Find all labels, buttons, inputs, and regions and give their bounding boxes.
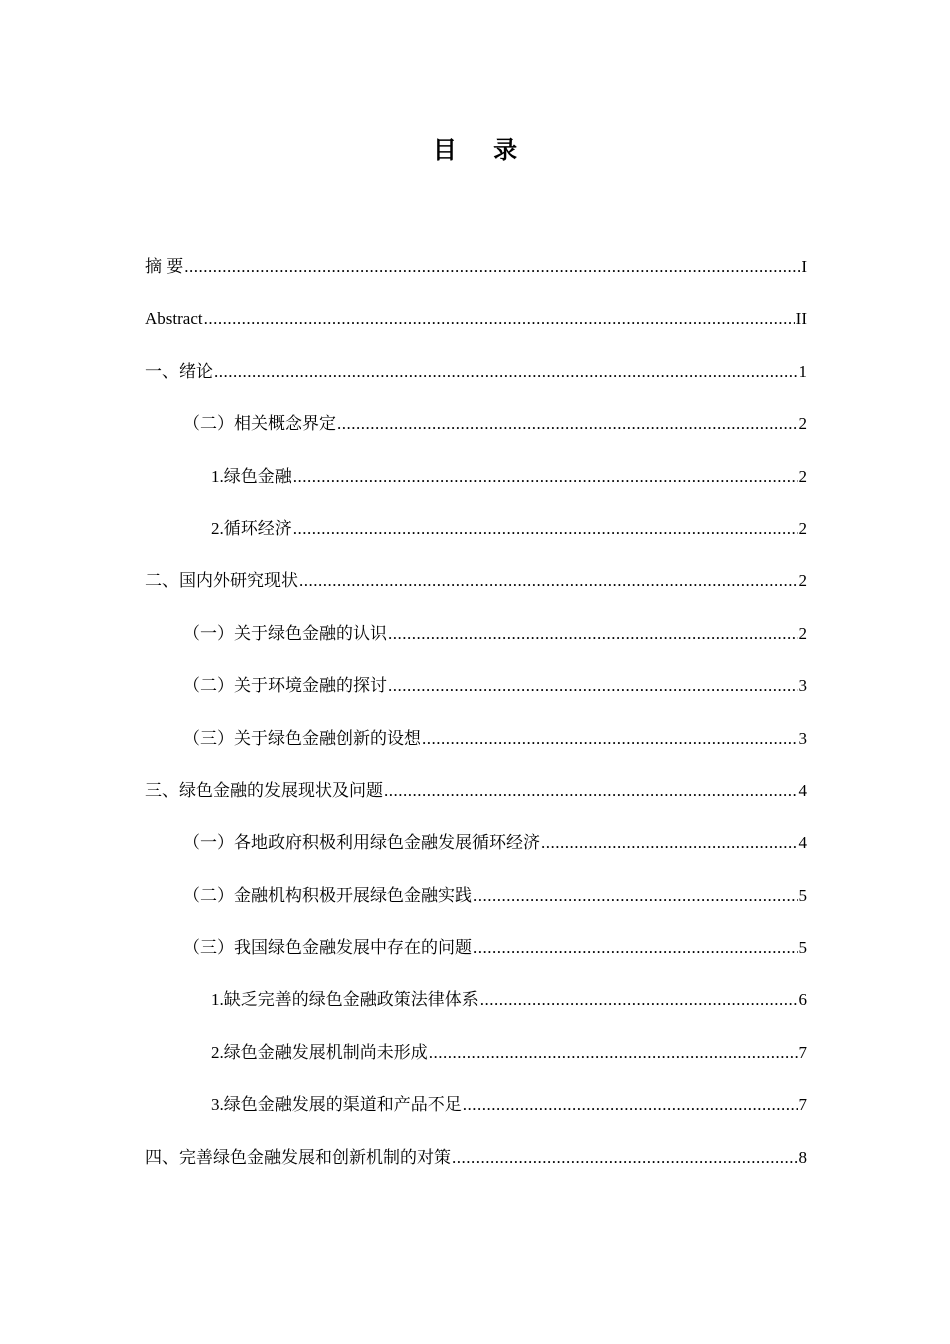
toc-entry-page: 3 xyxy=(798,728,807,748)
toc-entry-label: （二）金融机构积极开展绿色金融实践 xyxy=(183,885,472,905)
toc-entry[interactable] xyxy=(145,934,807,986)
toc-entry-page: 7 xyxy=(798,1042,807,1062)
toc-entry-page: 3 xyxy=(798,676,807,696)
toc-dot-leader xyxy=(463,1091,798,1119)
toc-dot-leader xyxy=(388,672,798,700)
toc-entry[interactable] xyxy=(145,463,807,515)
toc-dot-leader xyxy=(214,358,798,386)
toc-entry[interactable] xyxy=(145,725,807,777)
toc-entry-page: 2 xyxy=(798,518,807,538)
toc-dot-leader xyxy=(337,410,798,438)
toc-entry[interactable] xyxy=(145,1144,807,1196)
page-title: 目 录 xyxy=(432,136,532,164)
toc-entry-page: I xyxy=(801,257,807,276)
toc-entry[interactable] xyxy=(145,410,807,462)
toc-dot-leader xyxy=(422,725,798,753)
toc-entry-label: 三、绿色金融的发展现状及问题 xyxy=(145,780,383,800)
toc-entry-page: 4 xyxy=(798,833,807,853)
toc-dot-leader xyxy=(541,829,798,857)
toc-entry-label: 1.绿色金融 xyxy=(211,466,292,486)
toc-entry-page: 5 xyxy=(798,938,807,958)
toc-entry[interactable] xyxy=(145,358,807,410)
toc-entry[interactable] xyxy=(145,620,807,672)
toc-entry[interactable] xyxy=(145,829,807,881)
toc-entry[interactable] xyxy=(145,1039,807,1091)
toc-entry-page: 4 xyxy=(798,780,807,800)
toc-entry[interactable] xyxy=(145,672,807,724)
toc-dot-leader xyxy=(293,463,798,491)
toc-entry-label: （二）关于环境金融的探讨 xyxy=(183,676,387,696)
toc-dot-leader xyxy=(429,1039,798,1067)
toc-entry-page: II xyxy=(795,309,807,329)
toc-dot-leader xyxy=(388,620,798,648)
toc-dot-leader xyxy=(384,777,798,805)
toc-entry[interactable] xyxy=(145,777,807,829)
toc-entry-label: （一）各地政府积极利用绿色金融发展循环经济 xyxy=(183,833,540,853)
toc-list xyxy=(145,253,807,1196)
toc-entry[interactable] xyxy=(145,515,807,567)
toc-entry[interactable] xyxy=(145,305,807,357)
toc-entry[interactable] xyxy=(145,1091,807,1143)
toc-entry-label: （一）关于绿色金融的认识 xyxy=(183,623,387,643)
toc-entry-label: 摘 要 xyxy=(145,257,184,276)
toc-entry-label: 四、完善绿色金融发展和创新机制的对策 xyxy=(145,1147,451,1167)
toc-dot-leader xyxy=(299,567,798,595)
toc-entry-page: 2 xyxy=(798,414,807,434)
toc-entry-page: 1 xyxy=(798,361,807,381)
toc-dot-leader xyxy=(480,986,798,1014)
toc-dot-leader xyxy=(293,515,798,543)
toc-entry-page: 7 xyxy=(798,1095,807,1115)
toc-dot-leader xyxy=(473,882,798,910)
toc-entry-page: 2 xyxy=(798,571,807,591)
toc-dot-leader xyxy=(204,305,795,333)
toc-dot-leader xyxy=(473,934,798,962)
toc-entry-label: （三）关于绿色金融创新的设想 xyxy=(183,728,421,748)
toc-entry-page: 8 xyxy=(798,1147,807,1167)
toc-entry[interactable] xyxy=(145,253,807,305)
toc-entry-page: 2 xyxy=(798,466,807,486)
toc-entry-label: 一、绪论 xyxy=(145,361,213,381)
toc-entry-label: 2.绿色金融发展机制尚未形成 xyxy=(211,1042,428,1062)
toc-entry-label: 二、国内外研究现状 xyxy=(145,571,298,591)
toc-entry-page: 6 xyxy=(798,990,807,1010)
toc-entry[interactable] xyxy=(145,986,807,1038)
toc-entry[interactable] xyxy=(145,567,807,619)
toc-dot-leader xyxy=(452,1144,798,1172)
toc-dot-leader xyxy=(184,253,800,281)
toc-entry[interactable] xyxy=(145,882,807,934)
toc-entry-label: 1.缺乏完善的绿色金融政策法律体系 xyxy=(211,990,479,1010)
toc-entry-page: 2 xyxy=(798,623,807,643)
toc-entry-label: （三）我国绿色金融发展中存在的问题 xyxy=(183,938,472,958)
toc-entry-label: 2.循环经济 xyxy=(211,518,292,538)
toc-entry-label: 3.绿色金融发展的渠道和产品不足 xyxy=(211,1095,462,1115)
toc-entry-page: 5 xyxy=(798,885,807,905)
toc-entry-label: Abstract xyxy=(145,309,203,329)
toc-entry-label: （二）相关概念界定 xyxy=(183,414,336,434)
